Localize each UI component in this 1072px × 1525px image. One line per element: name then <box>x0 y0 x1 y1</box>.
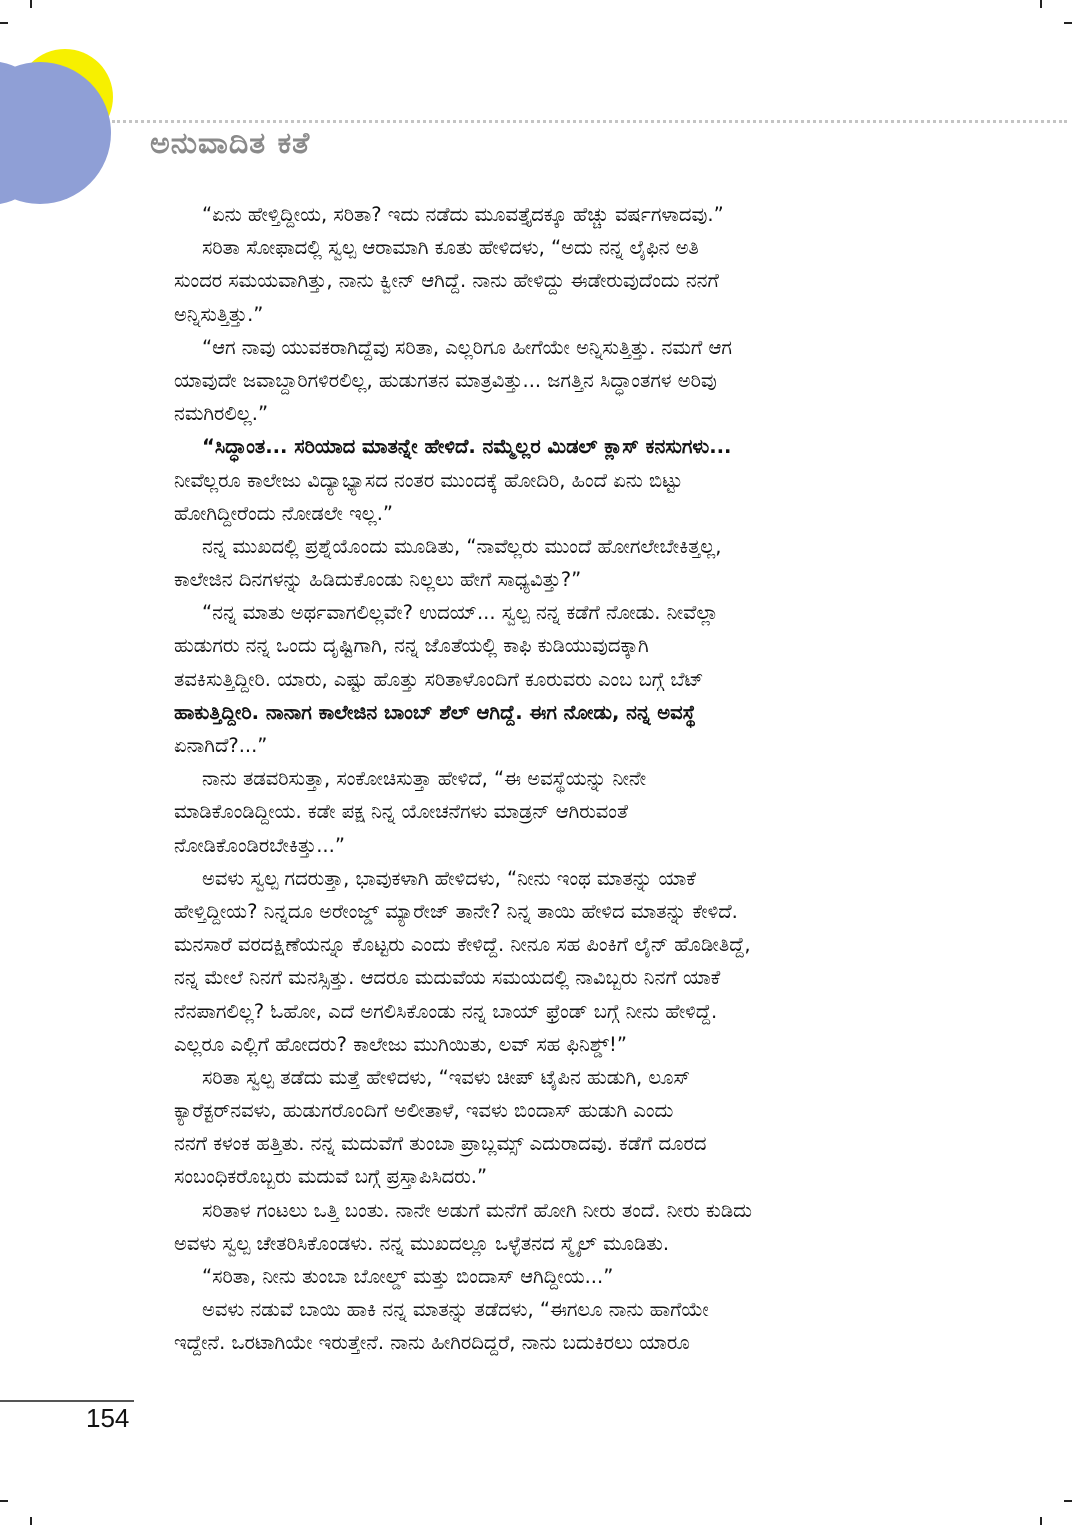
page-number-rule <box>0 1400 134 1402</box>
text-line: ನಾನು ತಡವರಿಸುತ್ತಾ, ಸಂಕೋಚಿಸುತ್ತಾ ಹೇಳಿದೆ, “ಈ ಅವಸ್ಥೆಯನ್ನು ನೀನೇ <box>202 767 647 791</box>
text-line: ಅನ್ನಿಸುತ್ತಿತ್ತು.” <box>174 302 264 326</box>
crop-mark-top-right <box>1040 0 1042 8</box>
text-line: ಮನಸಾರೆ ವರದಕ್ಷಿಣೆಯನ್ನೂ ಕೊಟ್ಟರು ಎಂದು ಕೇಳಿದ್ದೆ. ನೀನೂ ಸಹ ಪಿಂಕಿಗೆ ಲೈನ್ ಹೊಡೀತಿದ್ದೆ, <box>174 933 751 957</box>
text-line: ನೀವೆಲ್ಲರೂ ಕಾಲೇಜು ವಿದ್ಯಾಭ್ಯಾಸದ ನಂತರ ಮುಂದಕ್ಕೆ ಹೋದಿರಿ, ಹಿಂದೆ ಏನು ಬಿಟ್ಟು <box>174 468 683 492</box>
text-line: ಮಾಡಿಕೊಂಡಿದ್ದೀಯ. ಕಡೇ ಪಕ್ಷ ನಿನ್ನ ಯೋಚನೆಗಳು ಮಾಡ್ರನ್ ಆಗಿರುವಂತೆ <box>174 800 629 824</box>
text-line: ಯಾವುದೇ ಜವಾಬ್ದಾರಿಗಳಿರಲಿಲ್ಲ, ಹುಡುಗತನ ಮಾತ್ರವಿತ್ತು... ಜಗತ್ತಿನ ಸಿದ್ಧಾಂತಗಳ ಅರಿವು <box>174 368 717 392</box>
text-line: “ಏನು ಹೇಳ್ತಿದ್ದೀಯ, ಸರಿತಾ? ಇದು ನಡೆದು ಮೂವತ್ತೈದಕ್ಕೂ ಹೆಚ್ಚು ವರ್ಷಗಳಾದವು.” <box>202 203 724 226</box>
text-line: ಹೋಗಿದ್ದೀರೆಂದು ನೋಡಲೇ ಇಲ್ಲ.” <box>174 501 393 525</box>
text-line: ಹಾಕುತ್ತಿದ್ದೀರಿ. ನಾನಾಗ ಕಾಲೇಜಿನ ಬಾಂಬ್ ಶೆಲ್ ಆಗಿದ್ದೆ. ಈಗ ನೋಡು, ನನ್ನ ಅವಸ್ಥೆ <box>174 700 696 724</box>
story-body <box>174 198 939 1360</box>
crop-mark-right-top <box>1064 22 1072 24</box>
text-line: “ಸಿದ್ಧಾಂತ... ಸರಿಯಾದ ಮಾತನ್ನೇ ಹೇಳಿದೆ. ನಮ್ಮೆಲ್ಲರ ಮಿಡಲ್ ಕ್ಲಾಸ್ ಕನಸುಗಳು... <box>202 435 732 459</box>
text-line: ನೆನಪಾಗಲಿಲ್ಲ? ಓಹೋ, ಎದೆ ಅಗಲಿಸಿಕೊಂಡು ನನ್ನ ಬಾಯ್ ಫ್ರೆಂಡ್ ಬಗ್ಗೆ ನೀನು ಹೇಳಿದ್ದೆ. <box>174 999 718 1023</box>
text-line: ಕ್ಯಾರೆಕ್ಟರ್‌ನವಳು, ಹುಡುಗರೊಂದಿಗೆ ಅಲೀತಾಳೆ, ಇವಳು ಬಿಂದಾಸ್ ಹುಡುಗಿ ಎಂದು <box>174 1099 674 1123</box>
decorative-circles <box>0 0 180 220</box>
text-line: ಸಂಬಂಧಿಕರೊಬ್ಬರು ಮದುವೆ ಬಗ್ಗೆ ಪ್ರಸ್ತಾಪಿಸಿದರು.” <box>174 1165 488 1189</box>
text-line: ಅವಳು ನಡುವೆ ಬಾಯಿ ಹಾಕಿ ನನ್ನ ಮಾತನ್ನು ತಡೆದಳು, “ಈಗಲೂ ನಾನು ಹಾಗೆಯೇ <box>202 1298 709 1322</box>
text-line: ತವಕಿಸುತ್ತಿದ್ದೀರಿ. ಯಾರು, ಎಷ್ಟು ಹೊತ್ತು ಸರಿತಾಳೊಂದಿಗೆ ಕೂರುವರು ಎಂಬ ಬಗ್ಗೆ ಬೆಟ್ <box>174 667 704 691</box>
text-line: ನನ್ನ ಮೇಲೆ ನಿನಗೆ ಮನಸ್ಸಿತ್ತು. ಆದರೂ ಮದುವೆಯ ಸಮಯದಲ್ಲಿ ನಾವಿಬ್ಬರು ನಿನಗೆ ಯಾಕೆ <box>174 966 721 990</box>
crop-mark-bottom-left <box>30 1517 32 1525</box>
text-line: ನನ್ನ ಮುಖದಲ್ಲಿ ಪ್ರಶ್ನೆಯೊಂದು ಮೂಡಿತು, “ನಾವೆಲ್ಲರು ಮುಂದೆ ಹೋಗಲೇಬೇಕಿತ್ತಲ್ಲ, <box>202 534 722 558</box>
text-line: ಸರಿತಾಳ ಗಂಟಲು ಒತ್ತಿ ಬಂತು. ನಾನೇ ಅಡುಗೆ ಮನೆಗೆ ಹೋಗಿ ನೀರು ತಂದೆ. ನೀರು ಕುಡಿದು <box>202 1198 752 1222</box>
text-line: ಹೇಳ್ತಿದ್ದೀಯ? ನಿನ್ನದೂ ಅರೇಂಜ್ಡ್ ಮ್ಯಾರೇಜ್ ತಾನೇ? ನಿನ್ನ ತಾಯಿ ಹೇಳಿದ ಮಾತನ್ನು ಕೇಳಿದೆ. <box>174 899 738 923</box>
text-line: ನನಗೆ ಕಳಂಕ ಹತ್ತಿತು. ನನ್ನ ಮದುವೆಗೆ ತುಂಬಾ ಪ್ರಾಬ್ಲಮ್ಸ್ ಎದುರಾದವು. ಕಡೆಗೆ ದೂರದ <box>174 1132 707 1156</box>
text-line: ಇದ್ದೇನೆ. ಒರಟಾಗಿಯೇ ಇರುತ್ತೇನೆ. ನಾನು ಹೀಗಿರದಿದ್ದರೆ, ನಾನು ಬದುಕಿರಲು ಯಾರೂ <box>174 1331 690 1355</box>
text-line: ಅವಳು ಸ್ವಲ್ಪ ಗದರುತ್ತಾ, ಭಾವುಕಳಾಗಿ ಹೇಳಿದಳು, “ನೀನು ಇಂಥ ಮಾತನ್ನು ಯಾಕೆ <box>202 866 696 890</box>
text-line: ಕಾಲೇಜಿನ ದಿನಗಳನ್ನು ಹಿಡಿದುಕೊಂಡು ನಿಲ್ಲಲು ಹೇಗೆ ಸಾಧ್ಯವಿತ್ತು?” <box>174 568 582 592</box>
text-line: “ಸರಿತಾ, ನೀನು ತುಂಬಾ ಬೋಲ್ಡ್ ಮತ್ತು ಬಿಂದಾಸ್ ಆಗಿದ್ದೀಯ...” <box>202 1265 614 1288</box>
header-dotted-rule <box>112 120 1067 123</box>
text-line: ಸುಂದರ ಸಮಯವಾಗಿತ್ತು, ನಾನು ಕ್ವೀನ್ ಆಗಿದ್ದೆ. ನಾನು ಹೇಳಿದ್ದು ಈಡೇರುವುದೆಂದು ನನಗೆ <box>174 269 719 293</box>
crop-mark-bottom-right <box>1040 1517 1042 1525</box>
text-line: ಹುಡುಗರು ನನ್ನ ಒಂದು ದೃಷ್ಟಿಗಾಗಿ, ನನ್ನ ಜೊತೆಯಲ್ಲಿ ಕಾಫಿ ಕುಡಿಯುವುದಕ್ಕಾಗಿ <box>174 634 649 658</box>
text-line: ಎಲ್ಲರೂ ಎಲ್ಲಿಗೆ ಹೋದರು? ಕಾಲೇಜು ಮುಗಿಯಿತು, ಲವ್ ಸಹ ಫಿನಿಶ್ಡ್!” <box>174 1032 627 1056</box>
crop-mark-right-bottom <box>1064 1500 1072 1502</box>
text-line: ಏನಾಗಿದೆ?...” <box>174 734 268 757</box>
section-title: ಅನುವಾದಿತ ಕತೆ <box>150 126 311 161</box>
text-line: ಸರಿತಾ ಸ್ವಲ್ಪ ತಡೆದು ಮತ್ತೆ ಹೇಳಿದಳು, “ಇವಳು ಚೀಪ್ ಟೈಪಿನ ಹುಡುಗಿ, ಲೂಸ್ <box>202 1065 691 1089</box>
page-number: 154 <box>86 1403 130 1433</box>
crop-mark-left-bottom <box>0 1500 8 1502</box>
text-line: ನೋಡಿಕೊಂಡಿರಬೇಕಿತ್ತು...” <box>174 833 345 857</box>
text-line: ಅವಳು ಸ್ವಲ್ಪ ಚೇತರಿಸಿಕೊಂಡಳು. ನನ್ನ ಮುಖದಲ್ಲೂ ಒಳ್ಳೆತನದ ಸ್ಮೈಲ್ ಮೂಡಿತು. <box>174 1231 670 1255</box>
text-line: “ನನ್ನ ಮಾತು ಅರ್ಥವಾಗಲಿಲ್ಲವೇ? ಉದಯ್... ಸ್ವಲ್ಪ ನನ್ನ ಕಡೆಗೆ ನೋಡು. ನೀವೆಲ್ಲಾ <box>202 601 719 625</box>
text-line: ನಮಗಿರಲಿಲ್ಲ.” <box>174 402 269 426</box>
text-line: ಸರಿತಾ ಸೋಫಾದಲ್ಲಿ ಸ್ವಲ್ಪ ಆರಾಮಾಗಿ ಕೂತು ಹೇಳಿದಳು, “ಅದು ನನ್ನ ಲೈಫಿನ ಅತಿ <box>202 236 699 260</box>
text-line: “ಆಗ ನಾವು ಯುವಕರಾಗಿದ್ದೆವು ಸರಿತಾ, ಎಲ್ಲರಿಗೂ ಹೀಗೆಯೇ ಅನ್ನಿಸುತ್ತಿತ್ತು. ನಮಗೆ ಆಗ <box>202 335 732 359</box>
